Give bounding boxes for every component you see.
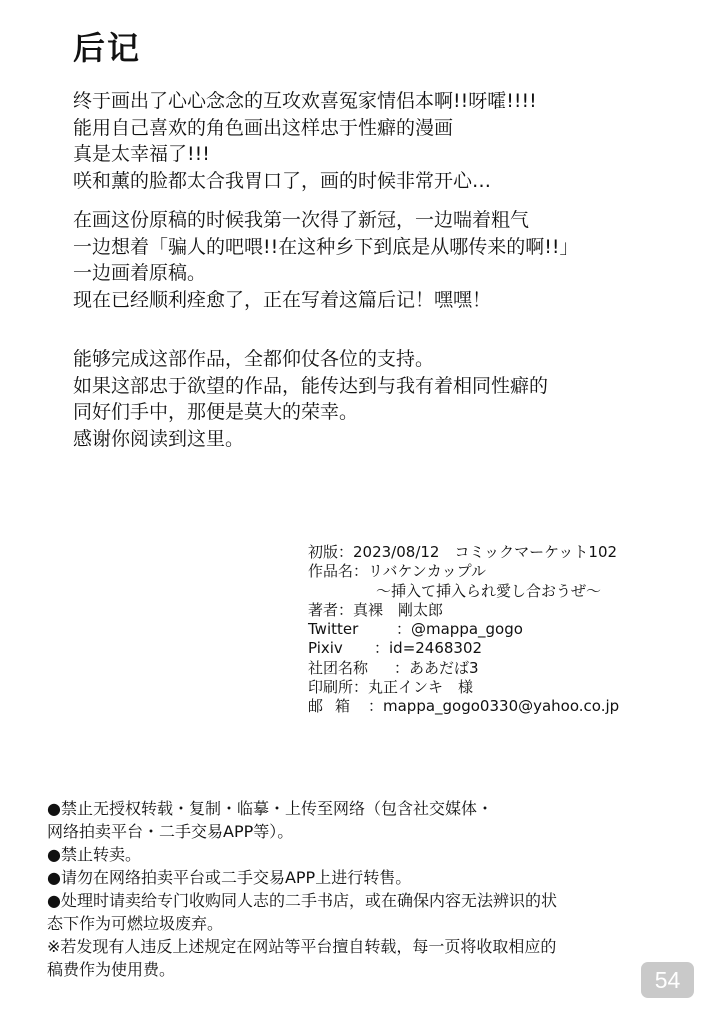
paragraph-line: 同好们手中，那便是莫大的荣幸。 bbox=[73, 401, 359, 423]
twitter-value: ：@mappa_gogo bbox=[396, 620, 523, 639]
notice-line: ●处理时请卖给专门收购同人志的二手书店，或在确保内容无法辨识的状 bbox=[47, 891, 557, 910]
page-number-badge: 54 bbox=[641, 962, 694, 998]
notice-line: ●禁止转卖。 bbox=[47, 845, 141, 864]
notice-line: ※若发现有人违反上述规定在网站等平台擅自转载，每一页将收取相应的 bbox=[47, 937, 557, 956]
circle-value: ：ああだば3 bbox=[394, 658, 479, 677]
email-value: ：mappa_gogo0330@yahoo.co.jp bbox=[368, 697, 620, 716]
paragraph-line: 咲和薰的脸都太合我胃口了，画的时候非常开心… bbox=[73, 169, 492, 192]
work-subtitle-line: ～挿入て挿入られ愛し合おうぜ～ bbox=[376, 581, 602, 600]
paragraph-line: 能够完成这部作品，全都仰仗各位的支持。 bbox=[73, 348, 435, 370]
notice-line: ●禁止无授权转载・复制・临摹・上传至网络（包含社交媒体・ bbox=[47, 799, 493, 818]
work-title-line: 作品名：リバケンカップル bbox=[308, 562, 487, 581]
afterword-paragraph-3 bbox=[73, 346, 683, 452]
circle-label: 社团名称 bbox=[308, 658, 369, 677]
notice-line: 稿费作为使用费。 bbox=[47, 960, 176, 979]
pixiv-line bbox=[308, 639, 619, 658]
afterword-paragraph-2 bbox=[73, 207, 683, 313]
paragraph-line: 现在已经顺利痊愈了，正在写着这篇后记！嘿嘿！ bbox=[73, 288, 492, 311]
twitter-label: Twitter bbox=[308, 620, 359, 639]
paragraph-line: 真是太幸福了!!! bbox=[73, 143, 210, 165]
notice-line: 网络拍卖平台・二手交易APP等）。 bbox=[47, 822, 294, 841]
notice-line: 态下作为可燃垃圾废弃。 bbox=[47, 914, 224, 933]
circle-line bbox=[308, 659, 619, 678]
paragraph-line: 在画这份原稿的时候我第一次得了新冠，一边喘着粗气 bbox=[73, 209, 530, 231]
notice-line: ●请勿在网络拍卖平台或二手交易APP上进行转售。 bbox=[47, 868, 412, 887]
printer-line: 印刷所：丸正インキ 様 bbox=[308, 678, 474, 697]
author-line: 著者：真裸 剛太郎 bbox=[308, 600, 444, 619]
page-title: 后记 bbox=[73, 29, 142, 67]
paragraph-line: 一边想着「骗人的吧喂!!在这种乡下到底是从哪传来的啊!!」 bbox=[73, 235, 579, 258]
twitter-line bbox=[308, 620, 619, 639]
paragraph-line: 感谢你阅读到这里。 bbox=[73, 427, 245, 450]
paragraph-line: 一边画着原稿。 bbox=[73, 262, 207, 284]
email-line bbox=[308, 697, 619, 716]
paragraph-line: 能用自己喜欢的角色画出这样忠于性癖的漫画 bbox=[73, 116, 454, 139]
pixiv-label: Pixiv bbox=[308, 639, 343, 658]
paragraph-line: 如果这部忠于欲望的作品，能传达到与我有着相同性癖的 bbox=[73, 374, 549, 397]
copyright-notices bbox=[47, 797, 557, 981]
colophon bbox=[308, 543, 619, 717]
edition-line: 初版：2023/08/12 コミックマーケット102 bbox=[308, 543, 618, 561]
email-label: 邮箱 bbox=[308, 697, 363, 716]
afterword-paragraph-1 bbox=[73, 88, 683, 194]
pixiv-value: ：id=2468302 bbox=[374, 639, 483, 658]
paragraph-line: 终于画出了心心念念的互攻欢喜冤家情侣本啊!!呀嚯!!!! bbox=[73, 90, 537, 112]
